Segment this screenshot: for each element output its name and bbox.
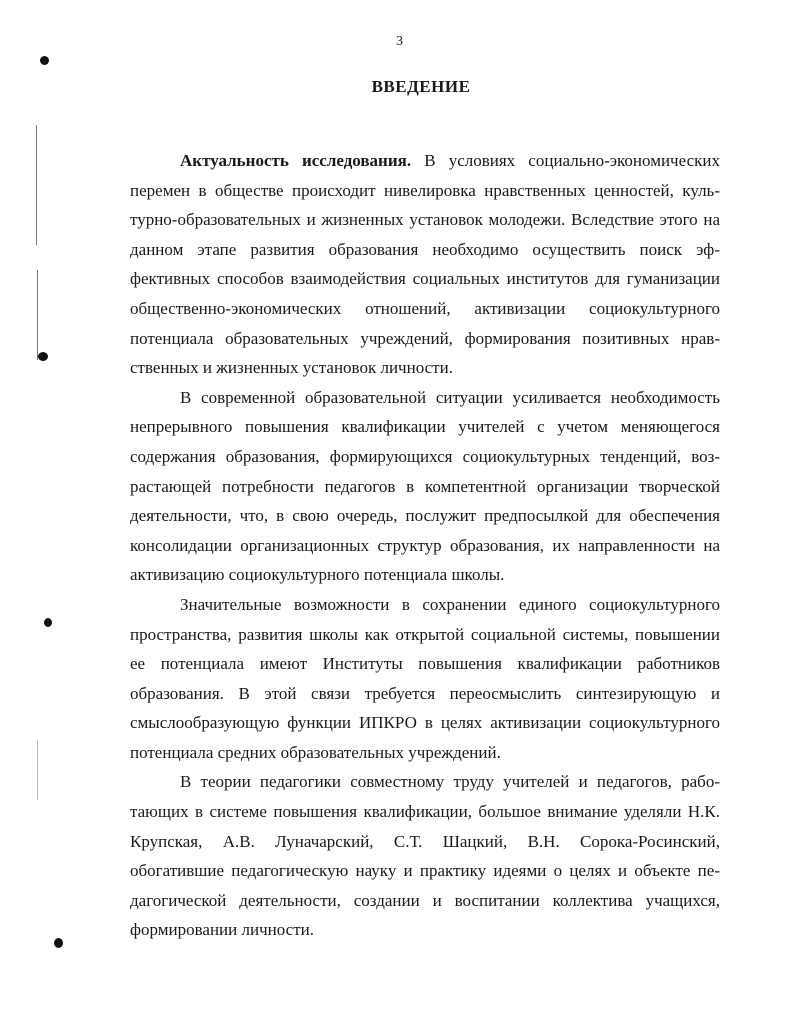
binding-hole-mark	[38, 352, 48, 361]
scan-edge-line	[36, 125, 37, 245]
binding-hole-mark	[54, 938, 63, 948]
document-body	[130, 146, 720, 945]
paragraph-lead: Актуальность исследования.	[180, 151, 412, 170]
paragraph	[130, 146, 720, 383]
scan-edge-line	[37, 270, 38, 360]
paragraph: Значительные возможности в сохранении единого социокультурного пространства, развития школы как открытой социальной системы, повышении ее потенциала имеют Институты повышения квалификации работников образования. В этой связи требуется переосмыслить синтезирующую и смыслообразующую функции ИПКРО в целях активизации социокультурного потенциала средних образовательных учреждений.	[130, 594, 720, 762]
page-title: ВВЕДЕНИЕ	[371, 77, 471, 96]
binding-hole-mark	[44, 618, 52, 627]
paragraph: В теории педагогики совместному труду учителей и педагогов, работающих в системе повышения квалификации, большое внимание уделяли Н.К. Крупская, А.В. Луначарский, С.Т. Шацкий, В.Н. Сорока-Росинский, обогатившие педагогическую науку и практику идеями о целях и объекте педагогической деятельности, создании и воспитании коллектива учащихся, формировании личности.	[130, 772, 720, 940]
binding-hole-mark	[40, 56, 49, 65]
scan-edge-line	[37, 740, 38, 800]
page-number: 3	[396, 34, 403, 49]
paragraph-text: В условиях социально-экономических перемен в обществе происходит нивелировка нравственных ценностей, культурно-образовательных и жизненных установок молодежи. Вследствие этого на данном этапе развития образования необходимо осуществить поиск эффективных способов взаимодействия социальных институтов для гуманизации общественно-экономических отношений, активизации социокультурного потенциала образовательных учреждений, формирования позитивных нравственных и жизненных установок личности.	[130, 151, 720, 378]
paragraph: В современной образовательной ситуации усиливается необходимость непрерывного повышения квалификации учителей с учетом меняющегося содержания образования, формирующихся социокультурных тенденций, возрастающей потребности педагогов в компетентной организации творческой деятельности, что, в свою очередь, послужит предпосылкой для обеспечения консолидации организационных структур образования, их направленности на активизацию социокультурного потенциала школы.	[130, 387, 720, 585]
